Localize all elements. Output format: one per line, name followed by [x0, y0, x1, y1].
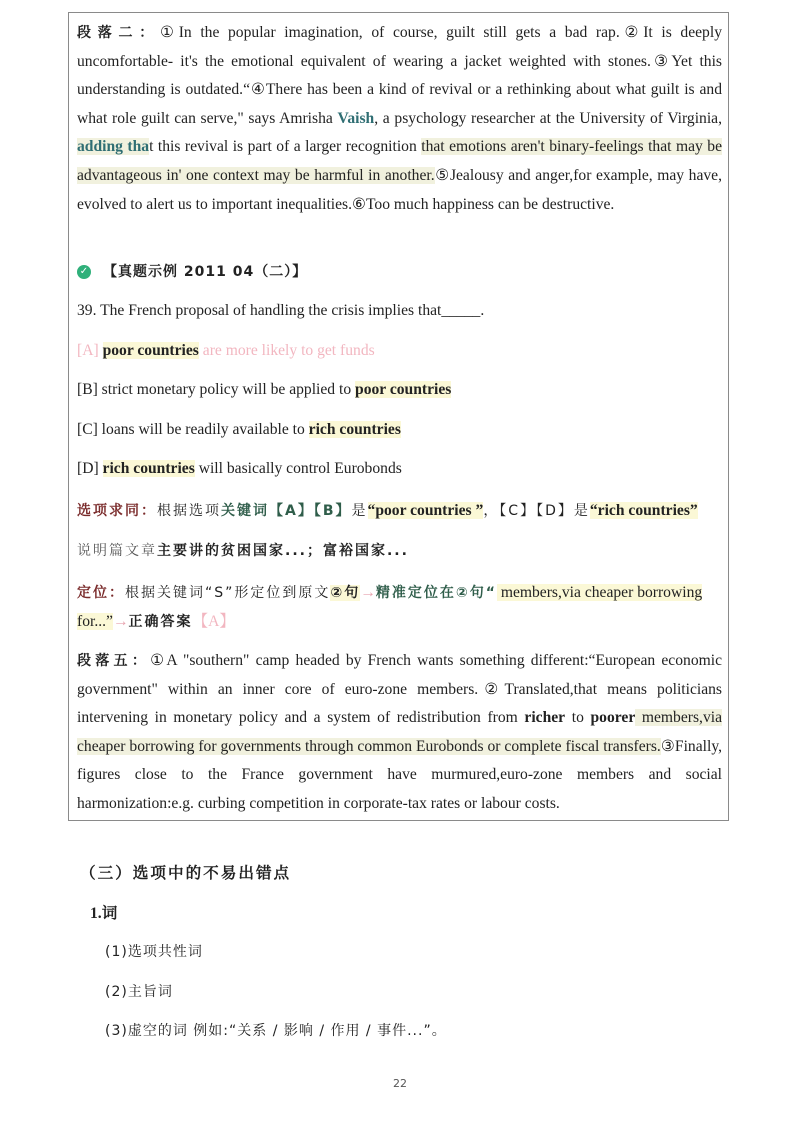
exam-header-text: 【真题示例 2011 04（二）】 — [103, 264, 308, 280]
para5-s3: ③Finally, figures close to the France government have murmured,euro-zone members and social harmonization:e.g. curbing competition in corporate-tax rates or labour costs. — [77, 737, 723, 812]
para2-s5: ⑤Jealousy and anger,for example, may have, evolved to alert us to important inequalities. — [77, 166, 722, 213]
option-c — [77, 421, 401, 439]
locate-label: 定位： — [77, 585, 125, 601]
paragraph-five — [77, 647, 722, 819]
para2-s4b: , a psychology researcher at the University of Virginia, — [374, 109, 723, 127]
option-a — [77, 342, 375, 360]
check-icon: ✓ — [77, 265, 91, 279]
arrow-icon-2: → — [112, 612, 129, 630]
analysis-t3: ，【C】【D】是 — [483, 503, 590, 519]
locate-t3: 正确答案 — [128, 613, 193, 630]
question-39: 39. The French proposal of handling the crisis implies that_____. — [77, 302, 485, 319]
page-number: 22 — [393, 1077, 407, 1090]
example-box — [68, 12, 729, 821]
para5-s1: ①A "southern" camp headed by French wants something different:“European economic government" within an inner core of euro-zone members. — [77, 652, 723, 698]
analysis-t2: 是 — [351, 503, 368, 519]
option-c-key: rich countries — [308, 421, 401, 438]
locate-quote: members,via cheaper borrowing for...” — [77, 584, 703, 630]
locate-answer: 【A】 — [192, 612, 235, 630]
locate-paragraph — [77, 579, 722, 636]
para2-s2: ②It is deeply uncomfortable- it's the emotional equivalent of wearing a jacket weighted with stones. — [77, 24, 722, 70]
analysis-poor: “poor countries ” — [367, 502, 484, 519]
option-d-label: [D] — [77, 460, 103, 477]
para2-s4c: t this revival is part of a larger recognition — [149, 138, 422, 156]
option-c-text: [C] loans will be readily available to — [77, 421, 309, 438]
option-b-key: poor countries — [355, 381, 452, 398]
option-d — [77, 460, 402, 478]
para2-s3: ③Yet this understanding is outdated. — [77, 52, 722, 99]
analysis-label: 选项求同： — [77, 503, 157, 519]
analysis-rich: “rich countries” — [589, 502, 698, 519]
para5-richer: richer — [524, 709, 566, 727]
para2-vaish: Vaish — [337, 109, 375, 127]
para5-s2b: members,via cheaper borrowing for governments through common Eurobonds or complete fiscal transfers. — [77, 709, 722, 755]
exam-header — [77, 261, 307, 281]
para2-label: 段落二： — [77, 25, 160, 41]
item-theme-words: (2)主旨词 — [105, 984, 173, 1000]
para5-to: to — [565, 709, 591, 727]
para5-poorer: poorer — [590, 709, 636, 727]
para5-label: 段落五： — [77, 653, 151, 669]
option-a-key: poor countries — [102, 342, 199, 359]
analysis-t5: 主要讲的贫困国家...；富裕国家... — [157, 543, 409, 559]
analysis-t4: 说明篇文章 — [77, 543, 157, 559]
analysis-line-1 — [77, 500, 722, 520]
option-d-key: rich countries — [102, 460, 195, 477]
option-b — [77, 381, 451, 399]
para2-s4d: that emotions aren't binary-feelings that may be advantageous in' one context may be harmful in another. — [77, 138, 722, 184]
para2-s4a: “④There has been a kind of revival or a rethinking about what guilt is and what role guilt can serve," says Amrisha — [77, 81, 722, 127]
locate-t2: 精准定位在②句“ — [375, 585, 497, 601]
item-empty-words: (3)虚空的词 例如:“关系 / 影响 / 作用 / 事件...”。 — [105, 1023, 447, 1039]
para2-adding: adding tha — [77, 138, 150, 156]
option-a-label: [A] — [77, 342, 99, 359]
para2-s6: ⑥Too much happiness can be destructive. — [352, 195, 615, 213]
locate-t1: 根据关键词“S”形定位到原文 — [125, 585, 331, 601]
arrow-icon: → — [360, 584, 376, 601]
analysis-t1: 根据选项 — [157, 503, 221, 519]
analysis-line-2 — [77, 540, 409, 560]
paragraph-two — [77, 19, 722, 219]
para2-s1: ①In the popular imagination, of course, guilt still gets a bad rap. — [159, 24, 620, 41]
option-b-text: [B] strict monetary policy will be applied to — [77, 381, 356, 398]
option-d-rest: will basically control Eurobonds — [194, 460, 402, 477]
item-common-words: (1)选项共性词 — [105, 944, 203, 960]
locate-s2: ②句 — [330, 585, 361, 601]
option-a-rest: are more likely to get funds — [202, 342, 375, 359]
para5-s2a: ②Translated,that means politicians intervening in monetary policy and a system of redistribution from — [77, 680, 723, 727]
section-title: （三）选项中的不易出错点 — [80, 864, 292, 882]
analysis-keyword: 关键词【A】【B】 — [221, 503, 352, 519]
heading-words: 1.词 — [90, 905, 118, 922]
